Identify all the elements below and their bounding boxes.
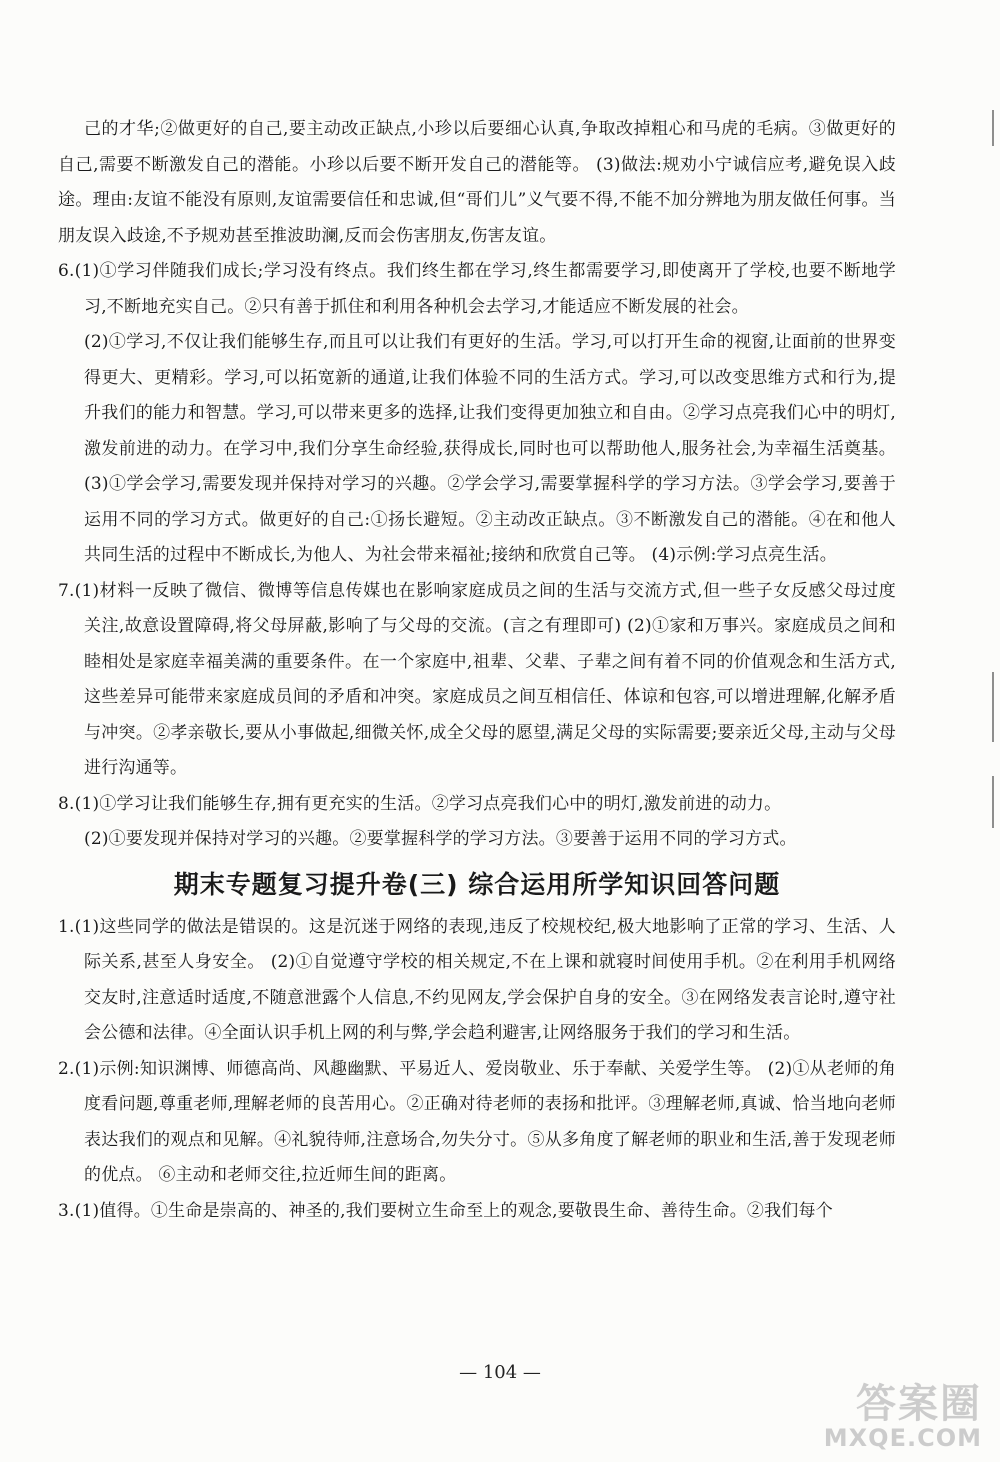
section-title: 期末专题复习提升卷(三) 综合运用所学知识回答问题 xyxy=(173,869,781,899)
watermark-domain-text: MXQE.COM xyxy=(823,1424,982,1452)
page-number: — 104 — xyxy=(459,1362,541,1383)
answer-paragraph: (2)①学习,不仅让我们能够生存,而且可以让我们有更好的生活。学习,可以打开生命的视窗,让面前的世界变得更大、更精彩。学习,可以拓宽新的通道,让我们体验不同的生活方式。学习,可以改变思维方式和行为,提升我们的能力和智慧。学习,可以带来更多的选择,让我们变得更加独立和自由。②学习点亮我们心中的明灯,激发前进的动力。在学习中,我们分享生命经验,获得成长,同时也可以帮助他人,服务社会,为幸福生活奠基。 (3)①学会学习,需要发现并保持对学习的兴趣。②学会学习,需要掌握科学的学习方法。③学会学习,要善于运用不同的学习方式。做更好的自己:①扬长避短。②主动改正缺点。③不断激发自己的潜能。④在和他人共同生活的过程中不断成长,为他人、为社会带来福祉;接纳和欣赏自己等。 (4)示例:学习点亮生活。 xyxy=(84,332,896,565)
answer-paragraph: 6.(1)①学习伴随我们成长;学习没有终点。我们终生都在学习,终生都需要学习,即使离开了学校,也要不断地学习,不断地充实自己。②只有善于抓住和利用各种机会去学习,才能适应不断发展的社会。 xyxy=(58,261,896,317)
answer-paragraph: 3.(1)值得。①生命是崇高的、神圣的,我们要树立生命至上的观念,要敬畏生命、善待生命。②我们每个 xyxy=(58,1200,833,1221)
answer-paragraph: 己的才华;②做更好的自己,要主动改正缺点,小珍以后要细心认真,争取改掉粗心和马虎的毛病。③做更好的自己,需要不断激发自己的潜能。小珍以后要不断开发自己的潜能等。 (3)做法:规劝小宁诚信应考,避免误入歧途。理由:友谊不能没有原则,友谊需要信任和忠诚,但“哥们儿”义气要不得,不能不加分辨地为朋友做任何事。当朋友误入歧途,不予规劝甚至推波助澜,反而会伤害朋友,伤害友谊。 xyxy=(58,119,896,246)
answer-paragraph: 2.(1)示例:知识渊博、师德高尚、风趣幽默、平易近人、爱岗敬业、乐于奉献、关爱学生等。 (2)①从老师的角度看问题,尊重老师,理解老师的良苦用心。②正确对待老师的表扬和批评。③理解老师,真诚、恰当地向老师表达我们的观点和见解。④礼貌待师,注意场合,勿失分寸。⑤从多角度了解老师的职业和生活,善于发现老师的优点。 ⑥主动和老师交往,拉近师生间的距离。 xyxy=(58,1058,896,1185)
margin-scan-mark xyxy=(992,776,994,828)
answers-part-three xyxy=(58,910,896,1230)
answer-paragraph: (2)①要发现并保持对学习的兴趣。②要掌握科学的学习方法。③要善于运用不同的学习方式。 xyxy=(84,829,797,849)
answer-paragraph: 8.(1)①学习让我们能够生存,拥有更充实的生活。②学习点亮我们心中的明灯,激发前进的动力。 xyxy=(58,793,782,814)
answer-paragraph: 1.(1)这些同学的做法是错误的。这是沉迷于网络的表现,违反了校规校纪,极大地影响了正常的学习、生活、人际关系,甚至人身安全。 (2)①自觉遵守学校的相关规定,不在上课和就寝时间使用手机。②在利用手机网络交友时,注意适时适度,不随意泄露个人信息,不约见网友,学会保护自身的安全。③在网络发表言论时,遵守社会公德和法律。④全面认识手机上网的利与弊,学会趋利避害,让网络服务于我们的学习和生活。 xyxy=(58,916,896,1043)
site-watermark xyxy=(810,1372,982,1454)
answers-part-two xyxy=(58,112,896,858)
margin-scan-mark xyxy=(992,110,994,146)
margin-scan-mark xyxy=(992,672,994,742)
answer-content xyxy=(58,112,896,1229)
watermark-logo-text: 答案圈 xyxy=(856,1381,982,1427)
answer-paragraph: 7.(1)材料一反映了微信、微博等信息传媒也在影响家庭成员之间的生活与交流方式,但一些子女反感父母过度关注,故意设置障碍,将父母屏蔽,影响了与父母的交流。(言之有理即可) (2)①家和万事兴。家庭成员之间和睦相处是家庭幸福美满的重要条件。在一个家庭中,祖辈、父辈、子辈之间有着不同的价值观念和生活方式,这些差异可能带来家庭成员间的矛盾和冲突。家庭成员之间互相信任、体谅和包容,可以增进理解,化解矛盾与冲突。②孝亲敬长,要从小事做起,细微关怀,成全父母的愿望,满足父母的实际需要;要亲近父母,主动与父母进行沟通等。 xyxy=(58,580,896,778)
